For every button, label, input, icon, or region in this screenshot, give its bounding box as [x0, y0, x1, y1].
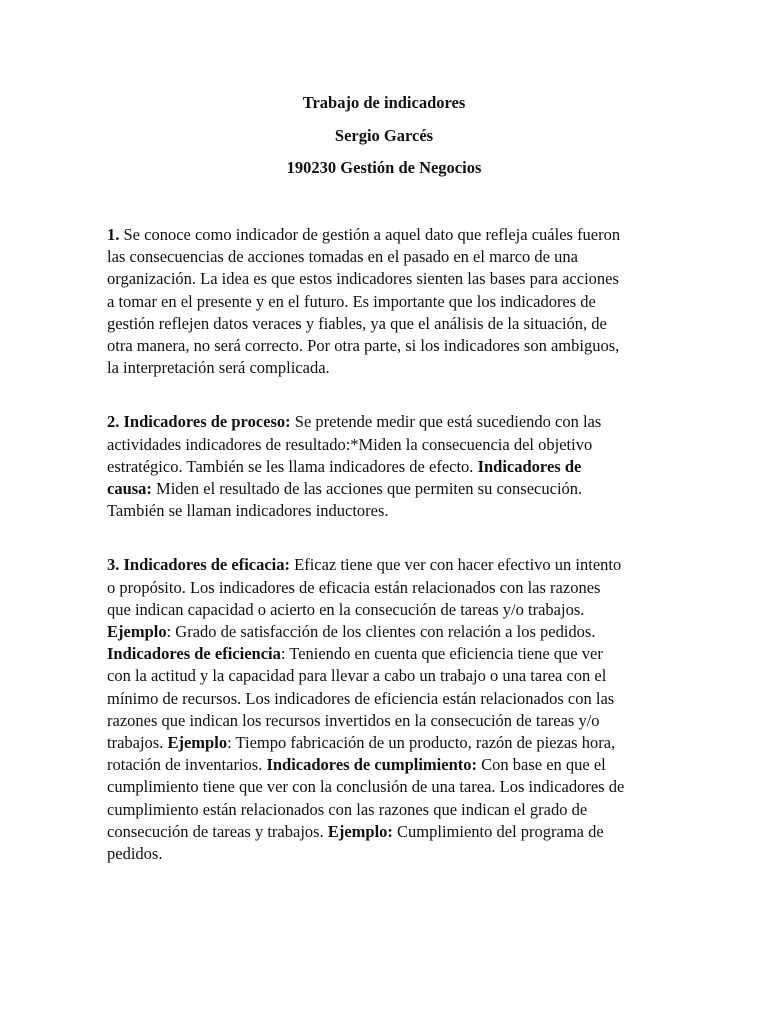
- text: : Tiempo fabricación de un producto, razón de piezas hora,: [227, 733, 616, 753]
- line: a tomar en el presente y en el futuro. Es importante que los indicadores de: [107, 291, 596, 311]
- line: la interpretación será complicada.: [107, 358, 330, 378]
- document-header: [0, 92, 768, 190]
- paragraph-number: 1.: [107, 225, 120, 244]
- text: estratégico. También se les llama indicadores de efecto.: [107, 456, 478, 476]
- term-heading: 3. Indicadores de eficacia:: [107, 555, 291, 575]
- text: : Grado de satisfacción de los clientes con relación a los pedidos.: [166, 622, 596, 642]
- line: otra manera, no será correcto. Por otra parte, si los indicadores son ambiguos,: [107, 336, 620, 356]
- line: razones que indican los recursos invertidos en la consecución de tareas y/o: [107, 710, 600, 730]
- text: rotación de inventarios.: [107, 755, 267, 775]
- text: Se pretende medir que está sucediendo con las: [290, 412, 602, 432]
- text: trabajos.: [107, 733, 168, 753]
- line: [107, 554, 663, 576]
- example-label: Ejemplo: [107, 622, 167, 642]
- example-label: Ejemplo: [167, 733, 228, 753]
- line: gestión reflejen datos veraces y fiables, ya que el análisis de la situación, de: [107, 313, 607, 333]
- term-heading: Indicadores de cumplimiento:: [266, 755, 477, 775]
- term-heading: Indicadores de eficiencia: [107, 644, 281, 664]
- line: con la actitud y la capacidad para llevar a cabo un trabajo o una tarea con el: [107, 666, 607, 686]
- line: pedidos.: [107, 844, 163, 864]
- text: Miden el resultado de las acciones que permiten su consecución.: [151, 479, 583, 499]
- line: cumplimiento están relacionados con las razones que indican el grado de: [107, 799, 588, 819]
- line: o propósito. Los indicadores de eficacia están relacionados con las razones: [107, 577, 601, 597]
- line: [107, 411, 663, 433]
- text: Cumplimiento del programa de: [392, 821, 604, 841]
- line: cumplimiento tiene que ver con la conclusión de una tarea. Los indicadores de: [107, 777, 625, 797]
- line: [107, 224, 663, 246]
- line: [107, 732, 663, 754]
- text: : Teniendo en cuenta que eficiencia tiene que ver: [280, 644, 603, 664]
- line: [107, 821, 663, 843]
- line: [107, 478, 663, 500]
- term-heading: causa:: [107, 479, 152, 499]
- author-name: Sergio Garcés: [334, 125, 434, 145]
- text: Se conoce como indicador de gestión a aquel dato que refleja cuáles fueron: [123, 225, 621, 244]
- line: las consecuencias de acciones tomadas en el pasado en el marco de una: [107, 247, 578, 267]
- paragraph-3: [107, 554, 663, 865]
- document-body: [107, 224, 663, 865]
- line: organización. La idea es que estos indicadores sienten las bases para acciones: [107, 269, 619, 289]
- text: Con base en que el: [477, 755, 606, 775]
- line: [107, 754, 663, 776]
- line: que indican capacidad o acierto en la consecución de tareas y/o trabajos.: [107, 599, 585, 619]
- course-name: 190230 Gestión de Negocios: [286, 158, 482, 177]
- paragraph-1: [107, 224, 663, 379]
- line: [107, 456, 663, 478]
- term-heading: 2. Indicadores de proceso:: [107, 412, 291, 432]
- document-title: Trabajo de indicadores: [302, 93, 466, 112]
- text: consecución de tareas y trabajos.: [107, 821, 328, 841]
- line: actividades indicadores de resultado:*Miden la consecuencia del objetivo: [107, 434, 593, 454]
- example-label: Ejemplo:: [327, 821, 393, 841]
- paragraph-2: [107, 411, 663, 522]
- text: Eficaz tiene que ver con hacer efectivo un intento: [290, 555, 622, 575]
- line: También se llaman indicadores inductores.: [107, 501, 389, 521]
- line: [107, 643, 663, 665]
- line: mínimo de recursos. Los indicadores de eficiencia están relacionados con las: [107, 688, 615, 708]
- term-heading: Indicadores de: [477, 456, 582, 476]
- line: [107, 621, 663, 643]
